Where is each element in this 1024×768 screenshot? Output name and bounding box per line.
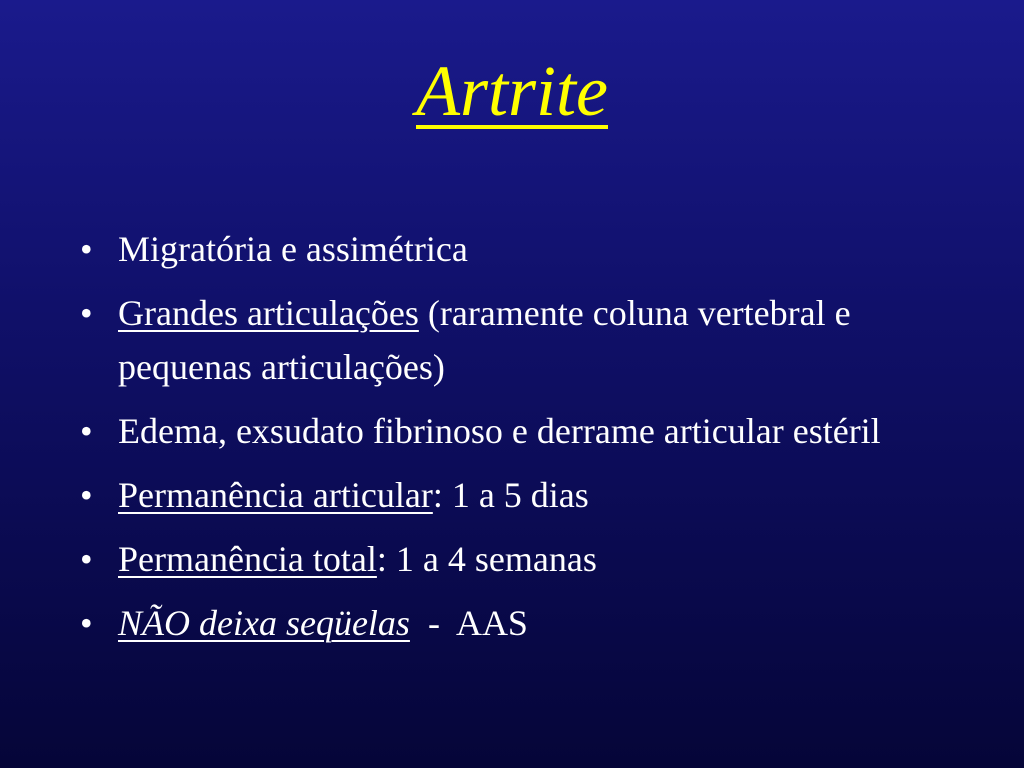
bullet-item <box>78 468 978 522</box>
bullet-underlined-text: Permanência total <box>118 539 377 579</box>
bullet-underlined-text: Permanência articular <box>118 475 433 515</box>
bullet-dot-icon: • <box>80 475 93 515</box>
bullet-text: : 1 a 4 semanas <box>376 539 597 579</box>
bullet-item <box>78 532 978 586</box>
bullet-list <box>78 222 978 660</box>
bullet-underlined-italic-text: NÃO deixa seqüelas <box>118 603 410 643</box>
slide-title: Artrite <box>416 51 608 131</box>
bullet-text: Migratória e assimétrica <box>118 229 468 269</box>
bullet-dot-icon: • <box>80 293 93 333</box>
bullet-item <box>78 286 978 394</box>
bullet-text: Edema, exsudato fibrinoso e derrame articular estéril <box>118 411 881 451</box>
bullet-dot-icon: • <box>80 229 93 269</box>
bullet-item <box>78 222 978 276</box>
bullet-dot-icon: • <box>80 411 93 451</box>
bullet-underlined-text: Grandes articulações <box>118 293 419 333</box>
bullet-text: - AAS <box>409 603 528 643</box>
bullet-text: : 1 a 5 dias <box>432 475 589 515</box>
bullet-text: (raramente coluna vertebral e pequenas articulações) <box>118 293 851 387</box>
bullet-item <box>78 596 978 650</box>
bullet-item <box>78 404 978 458</box>
bullet-dot-icon: • <box>80 539 93 579</box>
bullet-dot-icon: • <box>80 603 93 643</box>
